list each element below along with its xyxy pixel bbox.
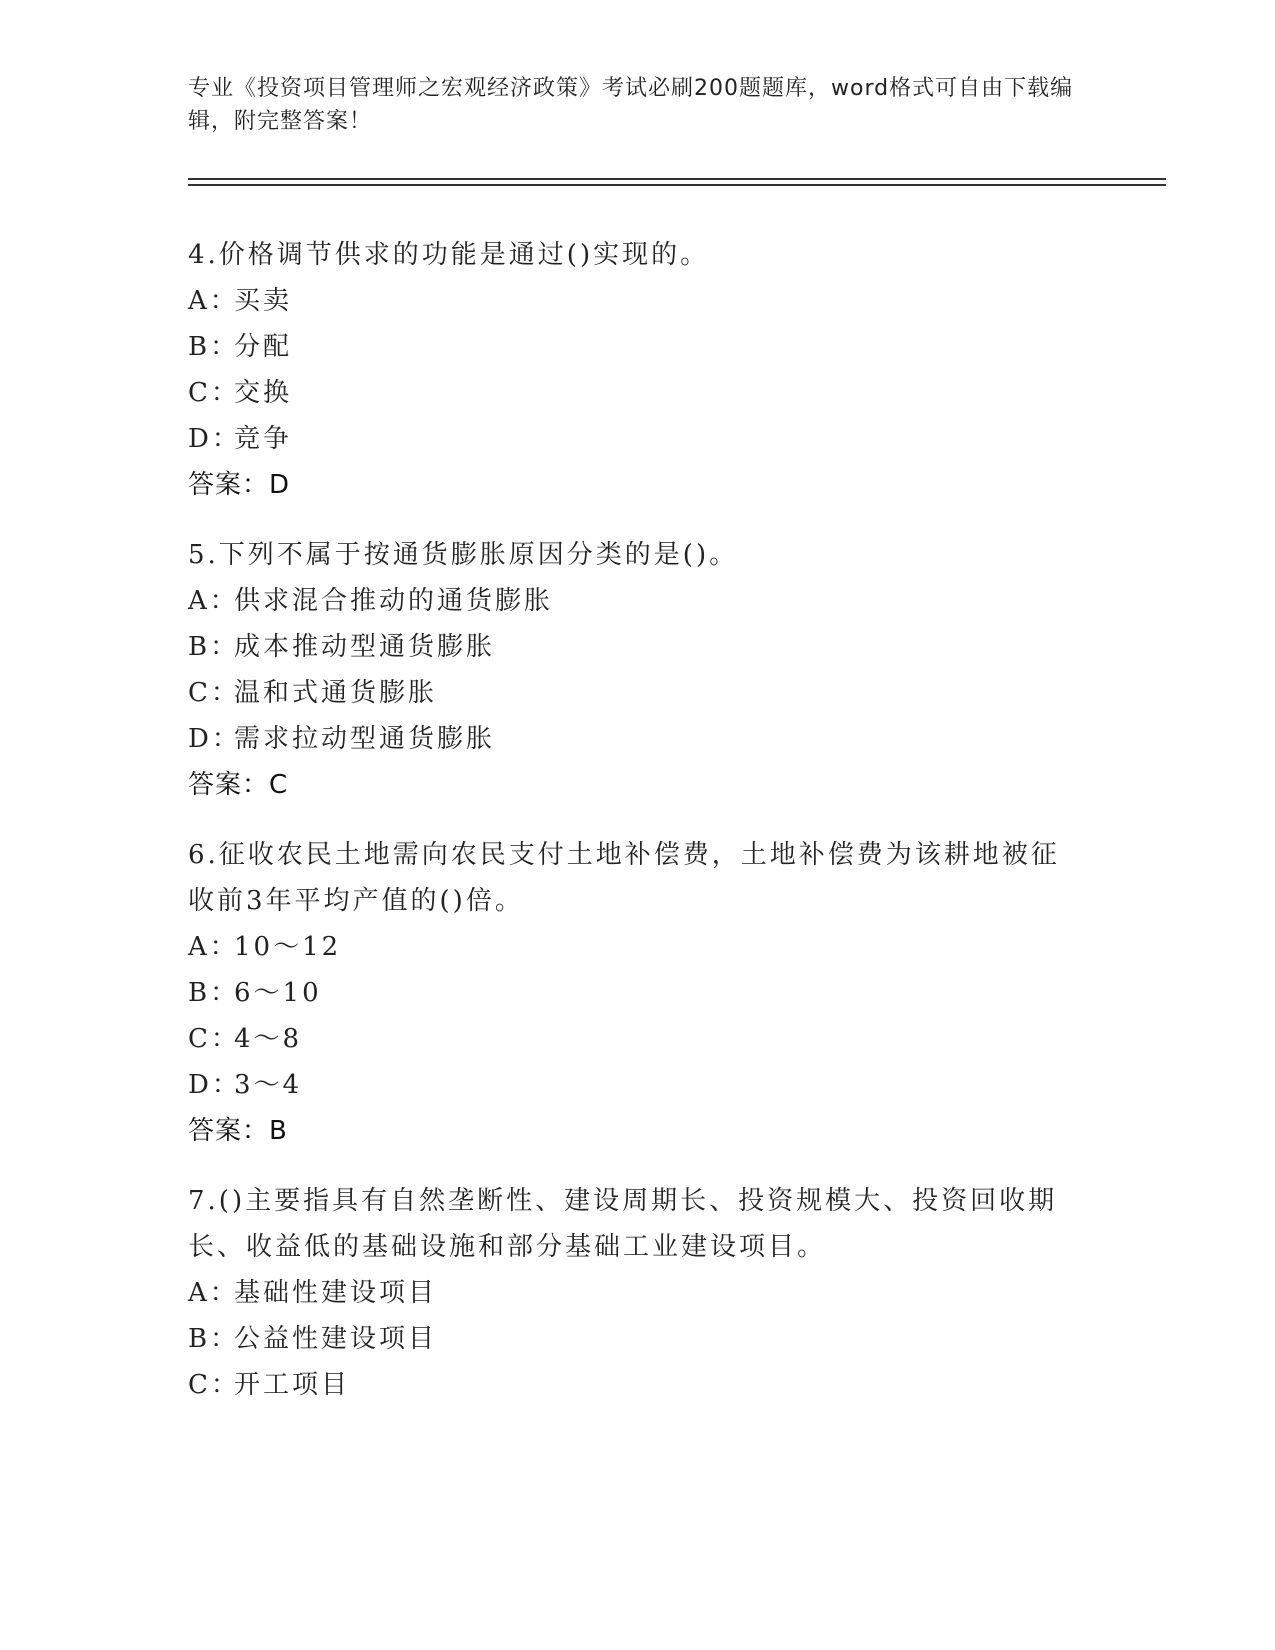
- option-text: 3～4: [234, 1070, 303, 1100]
- question-5: [188, 532, 1088, 808]
- option-letter: D：: [188, 424, 241, 454]
- option-text: 需求拉动型通货膨胀: [234, 724, 496, 754]
- option-text: 10～12: [234, 932, 342, 962]
- question-stem: 6.征收农民土地需向农民支付土地补偿费，土地补偿费为该耕地被征收前3年平均产值的()倍。: [188, 840, 1060, 916]
- option-letter: B：: [188, 632, 240, 662]
- option-b: [188, 970, 1088, 1016]
- option-c: [188, 370, 1088, 416]
- option-b: [188, 624, 1088, 670]
- option-c: [188, 1362, 1088, 1408]
- option-text: 温和式通货膨胀: [234, 678, 438, 708]
- option-a: [188, 578, 1088, 624]
- option-letter: A：: [188, 932, 239, 962]
- option-text: 竞争: [234, 424, 293, 454]
- option-letter: C：: [188, 1370, 240, 1400]
- header-divider-bottom: [188, 184, 1166, 186]
- option-letter: D：: [188, 1070, 241, 1100]
- option-c: [188, 670, 1088, 716]
- option-letter: C：: [188, 1024, 240, 1054]
- option-text: 成本推动型通货膨胀: [234, 632, 496, 662]
- option-d: [188, 716, 1088, 762]
- option-letter: A：: [188, 1278, 239, 1308]
- option-text: 6～10: [234, 978, 322, 1008]
- answer-line: 答案：D: [188, 470, 291, 500]
- option-letter: B：: [188, 332, 240, 362]
- answer-line: 答案：C: [188, 770, 289, 800]
- option-text: 基础性建设项目: [234, 1278, 438, 1308]
- option-text: 买卖: [234, 286, 293, 316]
- option-a: [188, 924, 1088, 970]
- option-letter: A：: [188, 286, 239, 316]
- option-d: [188, 416, 1088, 462]
- answer-line: 答案：B: [188, 1116, 288, 1146]
- option-letter: B：: [188, 1324, 240, 1354]
- question-4: [188, 232, 1088, 508]
- header-divider-top: [188, 178, 1166, 180]
- option-text: 交换: [234, 378, 293, 408]
- question-stem: 4.价格调节供求的功能是通过()实现的。: [188, 240, 710, 270]
- question-stem: 7.()主要指具有自然垄断性、建设周期长、投资规模大、投资回收期长、收益低的基础设施和部分基础工业建设项目。: [188, 1186, 1058, 1262]
- option-letter: C：: [188, 678, 240, 708]
- option-letter: D：: [188, 724, 241, 754]
- option-a: [188, 1270, 1088, 1316]
- option-text: 公益性建设项目: [234, 1324, 438, 1354]
- question-7: [188, 1178, 1088, 1408]
- option-b: [188, 324, 1088, 370]
- option-text: 供求混合推动的通货膨胀: [234, 586, 554, 616]
- option-letter: A：: [188, 586, 239, 616]
- option-letter: C：: [188, 378, 240, 408]
- question-list: [188, 232, 1088, 1432]
- document-header: 专业《投资项目管理师之宏观经济政策》考试必刷200题题库，word格式可自由下载编辑，附完整答案！: [188, 76, 1074, 134]
- option-c: [188, 1016, 1088, 1062]
- option-text: 分配: [234, 332, 293, 362]
- option-text: 4～8: [234, 1024, 303, 1054]
- question-6: [188, 832, 1088, 1154]
- option-b: [188, 1316, 1088, 1362]
- option-a: [188, 278, 1088, 324]
- option-text: 开工项目: [234, 1370, 351, 1400]
- option-d: [188, 1062, 1088, 1108]
- question-stem: 5.下列不属于按通货膨胀原因分类的是()。: [188, 540, 739, 570]
- option-letter: B：: [188, 978, 240, 1008]
